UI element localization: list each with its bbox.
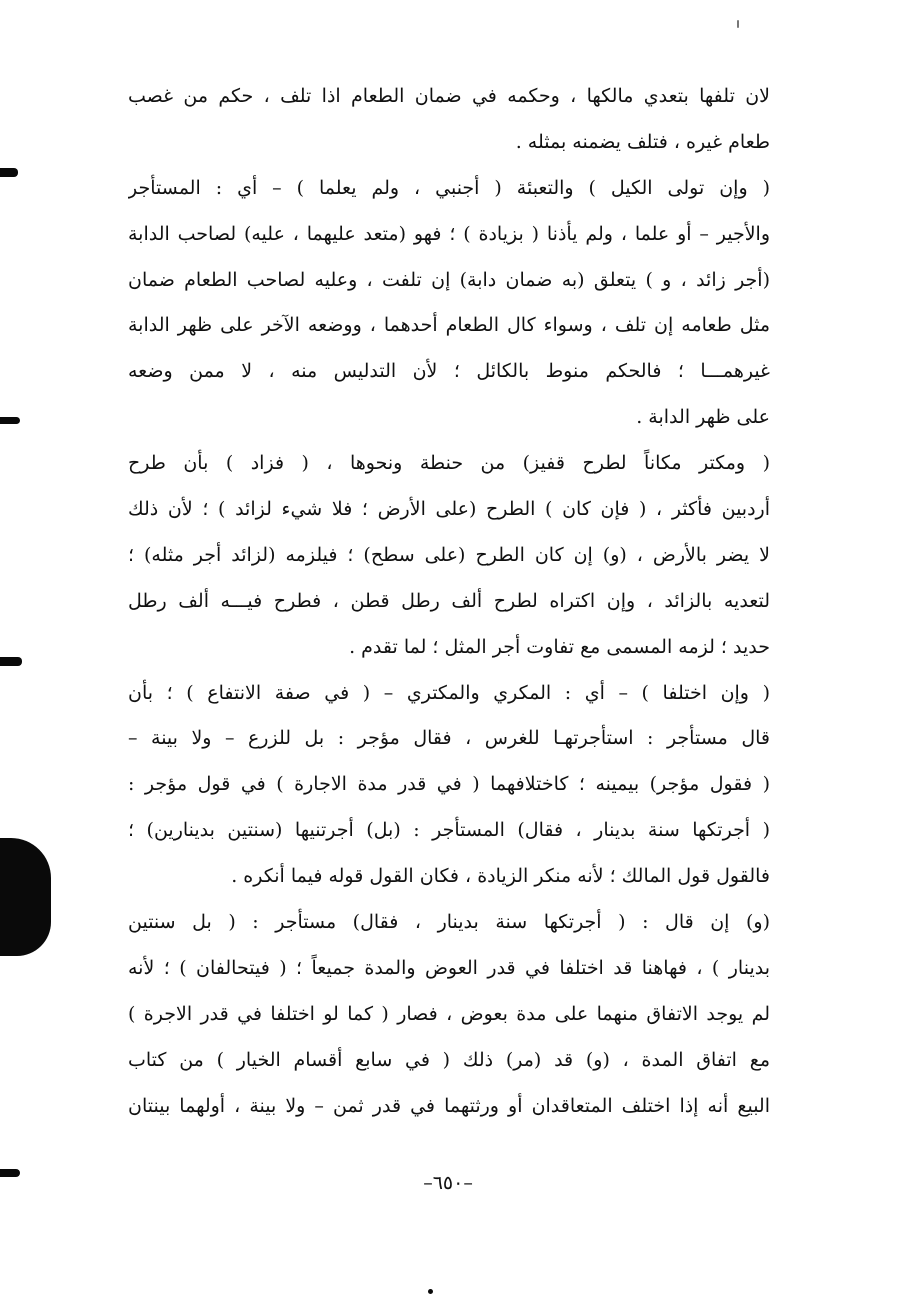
scan-speck — [737, 20, 739, 28]
text-line: ( وإن اختلفا ) – أي : المكري والمكتري – ( في صفة الانتفاع ) ؛ بأن — [128, 681, 770, 704]
scan-binding-mark — [0, 417, 20, 424]
page-number: –٦٥٠– — [423, 1172, 473, 1194]
text-line: مع اتفاق المدة ، (و) قد (مر) ذلك ( في سابع أقسام الخيار ) من كتاب — [128, 1048, 770, 1071]
text-line: البيع أنه إذا اختلف المتعاقدان أو ورثتهما في قدر ثمن – ولا بينة ، أولهما بينتان — [128, 1094, 770, 1117]
text-line: لا يضر بالأرض ، (و) إن كان الطرح (على سطح) ؛ فيلزمه (لزائد أجر مثله) ؛ — [128, 543, 770, 566]
page-body-text — [128, 74, 770, 1129]
scan-binding-mark — [0, 1169, 20, 1177]
text-line: (أجر زائد ، و ) يتعلق (به ضمان دابة) إن تلفت ، وعليه لصاحب الطعام ضمان — [128, 268, 770, 291]
text-line: (و) إن قال : ( أجرتكها سنة بدينار ، فقال) مستأجر : ( بل سنتين — [128, 911, 770, 934]
scan-shadow-blot — [0, 838, 51, 956]
text-line: والأجير – أو علما ، ولم يأذنا ( بزيادة ) ؛ فهو (متعد عليهما ، عليه) لصاحب الدابة — [128, 222, 770, 245]
text-line: ( فقول مؤجر) بيمينه ؛ كاختلافهما ( في قدر مدة الاجارة ) في قول مؤجر : — [128, 773, 770, 796]
text-line: حديد ؛ لزمه المسمى مع تفاوت أجر المثل ؛ لما تقدم . — [349, 635, 770, 658]
text-line: ( وإن تولى الكيل ) والتعبئة ( أجنبي ، ولم يعلما ) – أي : المستأجر — [128, 176, 770, 199]
text-line: ( أجرتكها سنة بدينار ، فقال) المستأجر : (بل) أجرتنيها (سنتين بدينارين) ؛ — [128, 819, 770, 842]
text-line: فالقول قول المالك ؛ لأنه منكر الزيادة ، فكان القول قوله فيما أنكره . — [231, 865, 770, 888]
text-line: ( ومكتر مكاناً لطرح قفيز) من حنطة ونحوها ، ( فزاد ) بأن طرح — [128, 452, 770, 475]
text-line: مثل طعامه إن تلف ، وسواء كال الطعام أحدهما ، ووضعه الآخر على ظهر الدابة — [128, 314, 770, 337]
text-line: بدينار ) ، فهاهنا قد اختلفا في قدر العوض والمدة جميعاً ؛ ( فيتحالفان ) ؛ لأنه — [128, 956, 770, 979]
text-line: أردبين فأكثر ، ( فإن كان ) الطرح (على الأرض ؛ فلا شيء لزائد ) ؛ لأن ذلك — [128, 498, 770, 521]
text-line: لان تلفها بتعدي مالكها ، وحكمه في ضمان الطعام اذا تلف ، حكم من غصب — [128, 85, 770, 107]
text-line: لم يوجد الاتفاق منهما على مدة بعوض ، فصار ( كما لو اختلفا في قدر الاجرة ) — [128, 1002, 770, 1025]
text-line: طعام غيره ، فتلف يضمنه بمثله . — [515, 130, 770, 153]
scan-binding-mark — [0, 657, 22, 666]
text-line: غيرهمـــا ؛ فالحكم منوط بالكائل ؛ لأن التدليس منه ، لا ممن وضعه — [128, 360, 770, 383]
text-line: قال مستأجر : استأجرتهـا للغرس ، فقال مؤجر : بل للزرع – ولا بينة – — [128, 727, 770, 750]
text-line: لتعديه بالزائد ، وإن اكتراه لطرح ألف رطل قطن ، فطرح فيـــه ألف رطل — [128, 589, 770, 612]
scan-binding-mark — [0, 168, 18, 177]
scan-speck — [428, 1289, 433, 1294]
text-line: على ظهر الدابة . — [636, 406, 770, 429]
